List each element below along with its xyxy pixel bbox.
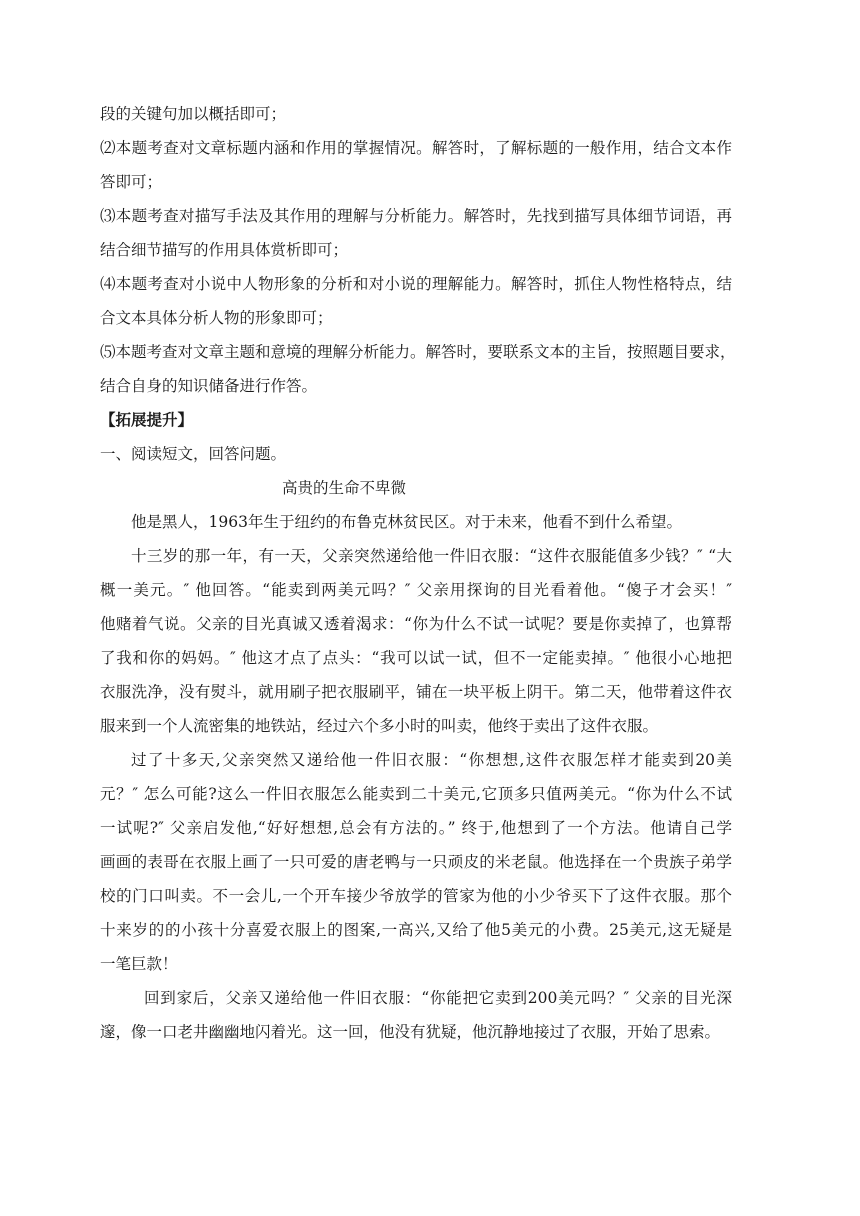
story-line: 他是黑人，1963年生于纽约的布鲁克林贫民区。对于未来，他看不到什么希望。 bbox=[131, 513, 682, 531]
story-paragraph-1 bbox=[100, 507, 732, 537]
story-line: 元？″ 怎么可能?这么一件旧衣服怎么能卖到二十美元,它顶多只值两美元。“你为什么不试 bbox=[100, 785, 732, 803]
story-line: 概一美元。″ 他回答。“能卖到两美元吗？″ 父亲用探询的目光看着他。“傻子才会买！″ bbox=[100, 581, 732, 599]
story-line: 服来到一个人流密集的地铁站，经过六个多小时的叫卖，他终于卖出了这件衣服。 bbox=[100, 717, 659, 735]
story-line: 一试呢?″ 父亲启发他,“好好想想,总会有方法的。” 终于,他想到了一个方法。他请自己学 bbox=[100, 819, 732, 837]
story-title: 高贵的生命不卑微 bbox=[282, 479, 407, 497]
answer-line-6: ⑷本题考查对小说中人物形象的分析和对小说的理解能力。解答时，抓住人物性格特点，结 bbox=[100, 275, 732, 293]
story-line: 了我和你的妈妈。″ 他这才点了点头：“我可以试一试，但不一定能卖掉。″ 他很小心地把 bbox=[100, 649, 732, 667]
answer-line-8: ⑸本题考查对文章主题和意境的理解分析能力。解答时，要联系文本的主旨，按照题目要求， bbox=[100, 343, 736, 361]
story-line: 十三岁的那一年，有一天，父亲突然递给他一件旧衣服：“这件衣服能值多少钱？″ “大 bbox=[131, 547, 732, 565]
story-line: 十来岁的的小孩十分喜爱衣服上的图案,一高兴,又给了他5美元的小费。25美元,这无疑是 bbox=[100, 921, 732, 939]
story-line: 过了十多天,父亲突然又递给他一件旧衣服：“你想想,这件衣服怎样才能卖到20美 bbox=[131, 751, 732, 769]
story-line: 他赌着气说。父亲的目光真诚又透着渴求：“你为什么不试一试呢？要是你卖掉了，也算帮 bbox=[100, 615, 732, 633]
answer-line-7: 合文本具体分析人物的形象即可； bbox=[100, 309, 333, 327]
answer-line-4: ⑶本题考查对描写手法及其作用的理解与分析能力。解答时，先找到描写具体细节词语，再 bbox=[100, 207, 732, 225]
answer-line-2: ⑵本题考查对文章标题内涵和作用的掌握情况。解答时，了解标题的一般作用，结合文本作 bbox=[100, 139, 732, 157]
answer-line-9: 结合自身的知识储备进行作答。 bbox=[100, 377, 318, 395]
story-paragraph-3 bbox=[100, 745, 732, 979]
story-paragraph-4 bbox=[100, 983, 732, 1047]
answer-line-5: 结合细节描写的作用具体赏析即可； bbox=[100, 241, 349, 259]
question-intro: 一、阅读短文，回答问题。 bbox=[100, 445, 287, 463]
answer-line-1: 段的关键句加以概括即可； bbox=[100, 105, 287, 123]
story-paragraph-2 bbox=[100, 541, 732, 741]
document-page bbox=[100, 99, 736, 1051]
answer-line-3: 答即可； bbox=[100, 173, 163, 191]
story-line: 衣服洗净，没有熨斗，就用刷子把衣服刷平，铺在一块平板上阴干。第二天，他带着这件衣 bbox=[100, 683, 732, 701]
story-line: 一笔巨款！ bbox=[100, 955, 178, 973]
section-heading: 【拓展提升】 bbox=[100, 411, 194, 429]
story-line: 校的门口叫卖。不一会儿,一个开车接少爷放学的管家为他的小少爷买下了这件衣服。那个 bbox=[100, 887, 732, 905]
story-line: 回到家后，父亲又递给他一件旧衣服：“你能把它卖到200美元吗？″ 父亲的目光深 bbox=[144, 989, 732, 1007]
story-line: 画画的表哥在衣服上画了一只可爱的唐老鸭与一只顽皮的米老鼠。他选择在一个贵族子弟学 bbox=[100, 853, 732, 871]
story-line: 邃，像一口老井幽幽地闪着光。这一回，他没有犹疑，他沉静地接过了衣服，开始了思索。 bbox=[100, 1023, 721, 1041]
